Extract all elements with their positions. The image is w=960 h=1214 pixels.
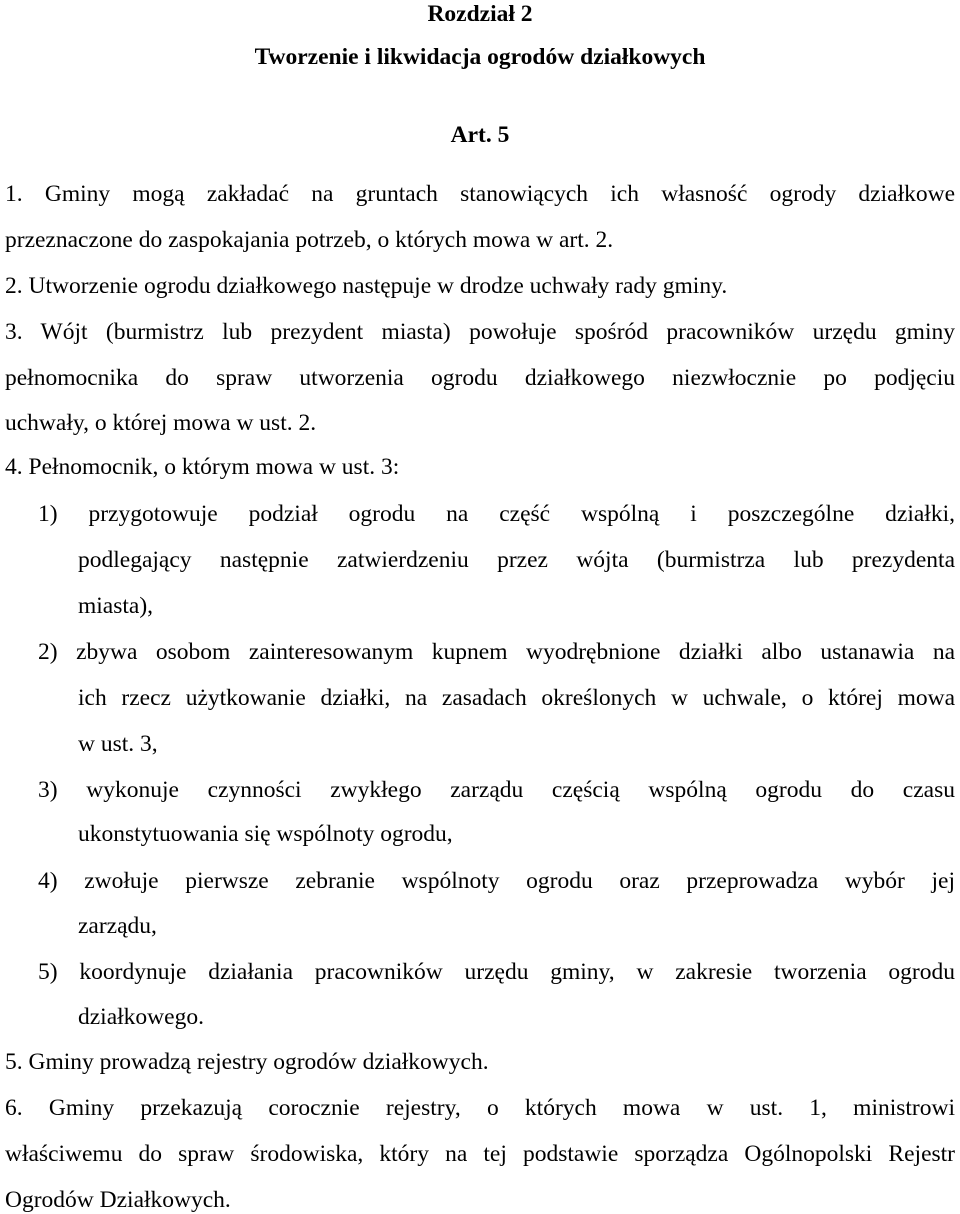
- list-item-line: zarządu,: [78, 913, 157, 939]
- list-item-line: ukonstytuowania się wspólnoty ogrodu,: [78, 821, 453, 847]
- paragraph-line: 3. Wójt (burmistrz lub prezydent miasta) powołuje spośród pracowników urzędu gminy: [5, 319, 955, 345]
- chapter-number: Rozdział 2: [427, 1, 533, 27]
- list-item-line: 2) zbywa osobom zainteresowanym kupnem wyodrębnione działki albo ustanawia na: [38, 639, 955, 665]
- paragraph-line: 1. Gminy mogą zakładać na gruntach stanowiących ich własność ogrody działkowe: [5, 181, 955, 207]
- list-item-line: działkowego.: [78, 1004, 204, 1030]
- paragraph-line: właściwemu do spraw środowiska, który na tej podstawie sporządza Ogólnopolski Rejestr: [5, 1141, 955, 1167]
- list-item-line: w ust. 3,: [78, 731, 158, 757]
- paragraph-line: 6. Gminy przekazują corocznie rejestry, o których mowa w ust. 1, ministrowi: [5, 1095, 955, 1121]
- list-item-line: 3) wykonuje czynności zwykłego zarządu częścią wspólną ogrodu do czasu: [38, 777, 955, 803]
- paragraph-line: przeznaczone do zaspokajania potrzeb, o których mowa w art. 2.: [5, 227, 614, 253]
- list-item-line: 1) przygotowuje podział ogrodu na część wspólną i poszczególne działki,: [38, 501, 955, 527]
- paragraph-line: 5. Gminy prowadzą rejestry ogrodów działkowych.: [5, 1049, 489, 1075]
- paragraph-line: 4. Pełnomocnik, o którym mowa w ust. 3:: [5, 454, 400, 480]
- list-item-line: podlegający następnie zatwierdzeniu przez wójta (burmistrza lub prezydenta: [78, 547, 955, 573]
- paragraph-line: uchwały, o której mowa w ust. 2.: [5, 410, 317, 436]
- list-item-line: 5) koordynuje działania pracowników urzędu gminy, w zakresie tworzenia ogrodu: [38, 959, 955, 985]
- paragraph-line: 2. Utworzenie ogrodu działkowego następuje w drodze uchwały rady gminy.: [5, 273, 728, 299]
- chapter-title: Tworzenie i likwidacja ogrodów działkowych: [254, 44, 706, 70]
- article-heading: Art. 5: [450, 122, 510, 148]
- list-item-line: ich rzecz użytkowanie działki, na zasadach określonych w uchwale, o której mowa: [78, 685, 955, 711]
- list-item-line: miasta),: [78, 593, 154, 619]
- paragraph-line: pełnomocnika do spraw utworzenia ogrodu działkowego niezwłocznie po podjęciu: [5, 365, 955, 391]
- list-item-line: 4) zwołuje pierwsze zebranie wspólnoty ogrodu oraz przeprowadza wybór jej: [38, 868, 955, 894]
- paragraph-line: Ogrodów Działkowych.: [5, 1187, 231, 1213]
